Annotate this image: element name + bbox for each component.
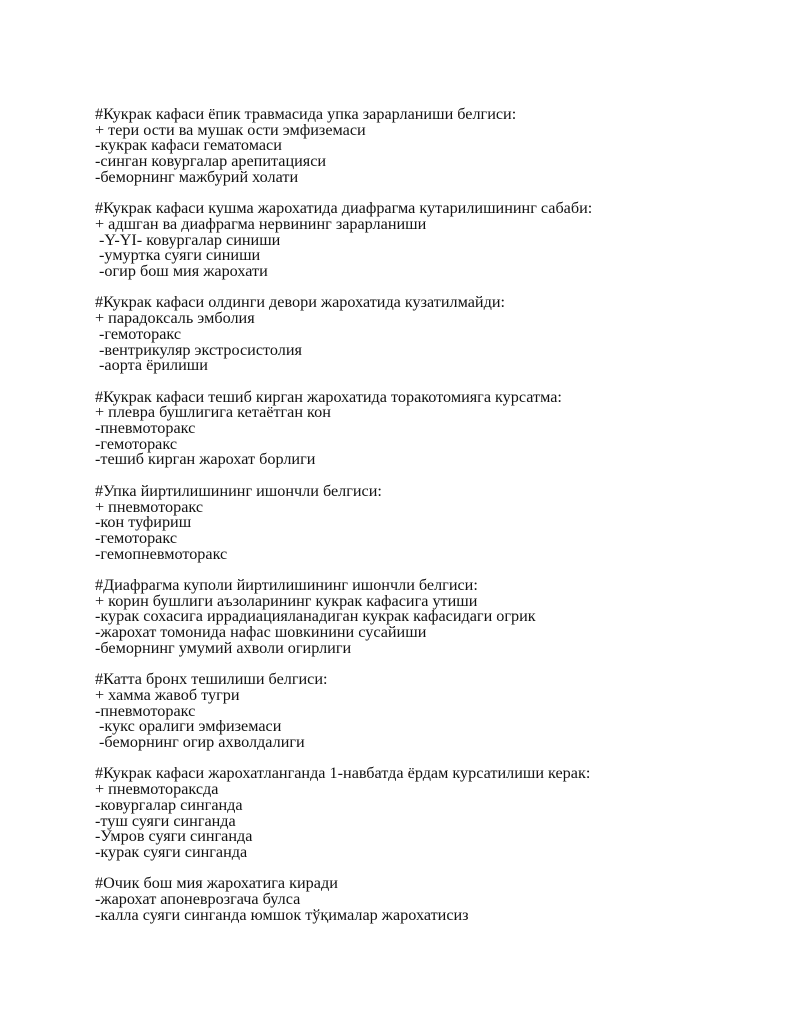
question-1 bbox=[95, 107, 775, 186]
question-title: #Кукрак кафаси кушма жарохатида диафрагма кутарилишининг сабаби: bbox=[95, 199, 593, 218]
answer-option: -беморнинг мажбурий холати bbox=[95, 167, 299, 186]
answer-option: + корин бушлиги аъзоларининг кукрак кафасига утиши bbox=[95, 591, 478, 610]
answer-option: -гемоторакс bbox=[95, 528, 178, 547]
answer-option: -Y-YI- ковургалар синиши bbox=[95, 230, 281, 249]
answer-option: -ковургалар синганда bbox=[95, 795, 243, 814]
answer-option: + пневмоторакс bbox=[95, 497, 204, 516]
answer-option: -огир бош мия жарохати bbox=[95, 262, 268, 281]
answer-option: -беморнинг огир ахволдалиги bbox=[95, 733, 305, 752]
answer-option: + адшган ва диафрагма нервининг зарарланиши bbox=[95, 214, 427, 233]
answer-option: -калла суяги синганда юмшок тўқималар жарохатисиз bbox=[95, 905, 469, 924]
question-title: #Очик бош мия жарохатига киради bbox=[95, 874, 338, 893]
question-3 bbox=[95, 295, 775, 374]
answer-option: + парадоксаль эмболия bbox=[95, 309, 255, 328]
answer-option: -вентрикуляр экстросистолия bbox=[95, 340, 302, 359]
answer-option: -умуртка суяги синиши bbox=[95, 246, 261, 265]
answer-option: -кон туфириш bbox=[95, 513, 192, 532]
answer-option: + хамма жавоб тугри bbox=[95, 685, 240, 704]
document-body bbox=[95, 107, 775, 923]
answer-option: -пневмоторакс bbox=[95, 419, 196, 438]
question-title: #Кукрак кафаси олдинги девори жарохатида кузатилмайди: bbox=[95, 293, 505, 312]
answer-option: -курак сохасига иррадиацияланадиган кукрак кафасидаги огрик bbox=[95, 607, 536, 626]
question-4 bbox=[95, 387, 775, 469]
answer-option: -Умров суяги синганда bbox=[95, 827, 253, 846]
question-title: #Кукрак кафаси тешиб кирган жарохатида торакотомияга курсатма: bbox=[95, 387, 562, 406]
question-6 bbox=[95, 578, 775, 657]
answer-option: -жарохат апоневрозгача булса bbox=[95, 890, 301, 909]
question-9 bbox=[95, 876, 775, 923]
answer-option: -тешиб кирган жарохат борлиги bbox=[95, 450, 316, 469]
question-title: #Кукрак кафаси ёпик травмасида упка зарарланиши белгиси: bbox=[95, 105, 517, 123]
answer-option: + плевра бушлигига кетаётган кон bbox=[95, 403, 331, 422]
answer-option: -курак суяги синганда bbox=[95, 842, 248, 861]
question-7 bbox=[95, 672, 775, 751]
question-title: #Диафрагма куполи йиртилишининг ишончли белгиси: bbox=[95, 576, 478, 595]
answer-option: -синган ковургалар арепитацияси bbox=[95, 152, 327, 171]
question-2 bbox=[95, 201, 775, 280]
question-8 bbox=[95, 766, 775, 860]
question-5 bbox=[95, 481, 775, 563]
answer-option: -беморнинг умумий ахволи огирлиги bbox=[95, 638, 352, 657]
answer-option: + тери ости ва мушак ости эмфиземаси bbox=[95, 120, 366, 139]
question-title: #Упка йиртилишининг ишончли белгиси: bbox=[95, 481, 382, 500]
question-title: #Катта бронх тешилиши белгиси: bbox=[95, 670, 328, 689]
answer-option: -аорта ёрилиши bbox=[95, 356, 208, 375]
answer-option: -гемопневмоторакс bbox=[95, 544, 228, 563]
answer-option: -жарохат томонида нафас шовкинини сусайиши bbox=[95, 623, 427, 642]
answer-option: + пневмотораксда bbox=[95, 780, 219, 799]
answer-option: -кукрак кафаси гематомаси bbox=[95, 136, 282, 155]
answer-option: -гемоторакс bbox=[95, 434, 178, 453]
question-title: #Кукрак кафаси жарохатланганда 1-навбатда ёрдам курсатилиши керак: bbox=[95, 764, 591, 783]
answer-option: -кукс оралиги эмфиземаси bbox=[95, 717, 282, 736]
answer-option: -туш суяги синганда bbox=[95, 811, 236, 830]
answer-option: -гемоторакс bbox=[95, 324, 182, 343]
answer-option: -пневмоторакс bbox=[95, 701, 196, 720]
